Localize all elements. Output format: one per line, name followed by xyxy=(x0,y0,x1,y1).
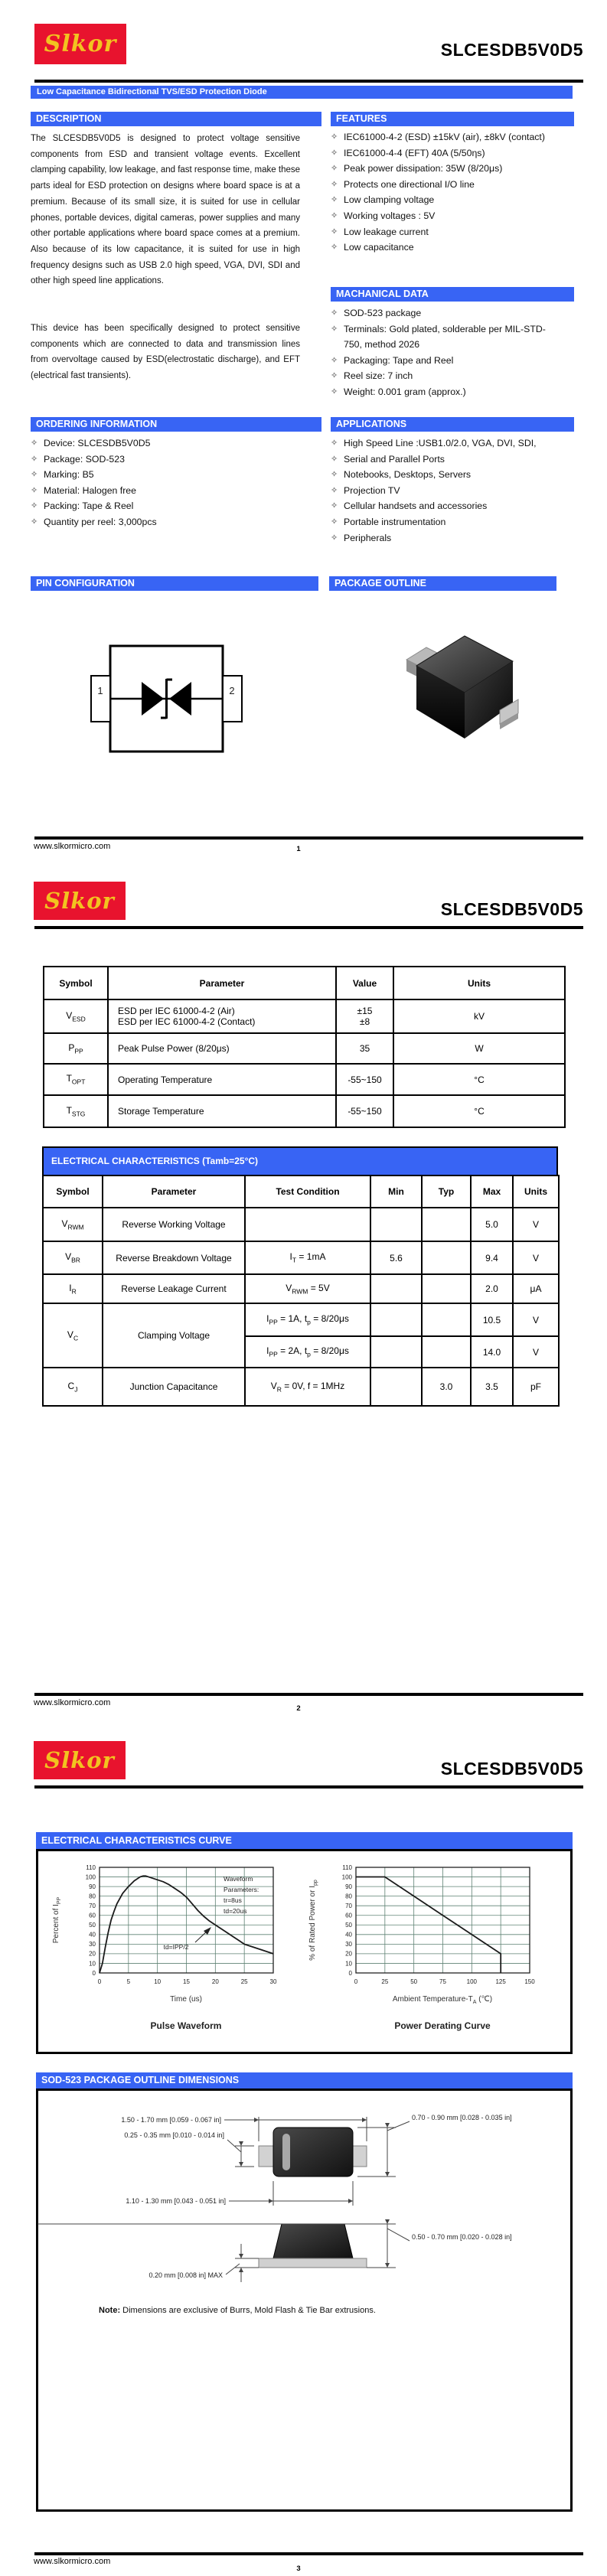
chart-title: Power Derating Curve xyxy=(394,2020,491,2031)
svg-text:0: 0 xyxy=(92,1969,96,1977)
value-cell: -55~150 xyxy=(336,1064,393,1095)
symbol-cell: $P_{PP}$ xyxy=(44,1033,108,1064)
parameter-cell: Storage Temperature xyxy=(108,1095,336,1127)
footer-divider xyxy=(34,1693,583,1696)
svg-text:td=IPP/2: td=IPP/2 xyxy=(163,1943,189,1951)
min-cell xyxy=(370,1336,422,1368)
svg-text:60: 60 xyxy=(89,1912,96,1919)
slkor-logo xyxy=(34,882,126,920)
max-cell: 14.0 xyxy=(471,1336,513,1368)
units-cell: W xyxy=(393,1033,565,1064)
page-number: 3 xyxy=(296,2565,301,2573)
section-header-curves: ELECTRICAL CHARACTERISTICS CURVE xyxy=(36,1832,573,1849)
slkor-logo xyxy=(34,1741,126,1779)
svg-text:15: 15 xyxy=(183,1978,190,1985)
table-row xyxy=(44,999,565,1033)
package-top-view xyxy=(224,2117,410,2206)
svg-text:25: 25 xyxy=(381,1978,389,1985)
electrical-characteristics-title: ELECTRICAL CHARACTERISTICS (Tamb=25°C) xyxy=(42,1146,558,1175)
section-header-pin-configuration: PIN CONFIGURATION xyxy=(31,576,318,591)
svg-text:110: 110 xyxy=(86,1864,96,1871)
units-cell: V xyxy=(513,1241,559,1274)
list-item: ✧ IEC61000-4-2 (ESD) ±15kV (air), ±8kV (contact) xyxy=(331,129,560,145)
typ-cell xyxy=(422,1208,471,1241)
min-cell: 5.6 xyxy=(370,1241,422,1274)
table-header-row xyxy=(44,967,565,999)
parameter-cell: Operating Temperature xyxy=(108,1064,336,1095)
svg-text:90: 90 xyxy=(345,1883,352,1890)
section-header-features: FEATURES xyxy=(331,112,574,126)
typ-cell: 3.0 xyxy=(422,1368,471,1406)
package-side-view xyxy=(38,2224,410,2282)
svg-text:50: 50 xyxy=(89,1922,96,1929)
header-divider xyxy=(34,80,583,83)
svg-text:60: 60 xyxy=(345,1912,352,1919)
dimensions-note: Note: Dimensions are exclusive of Burrs, Mold Flash & Tie Bar extrusions. xyxy=(99,2306,376,2315)
svg-text:80: 80 xyxy=(89,1893,96,1900)
dimension-label: 0.70 - 0.90 mm [0.028 - 0.035 in] xyxy=(412,2114,512,2121)
typ-cell xyxy=(422,1274,471,1303)
list-item: ✧ Device: SLCESDB5V0D5 xyxy=(31,435,291,452)
units-cell: kV xyxy=(393,999,565,1033)
table-row xyxy=(43,1208,559,1241)
svg-text:100: 100 xyxy=(85,1873,96,1881)
min-cell xyxy=(370,1274,422,1303)
list-item: ✧ Quantity per reel: 3,000pcs xyxy=(31,514,291,530)
svg-text:100: 100 xyxy=(341,1873,352,1881)
column-header: Test Condition xyxy=(245,1176,370,1208)
parameter-line: ESD per IEC 61000-4-2 (Air) xyxy=(118,1006,235,1016)
page-title: SLCESDB5V0D5 xyxy=(440,40,583,60)
ordering-list xyxy=(31,435,291,530)
column-header: Symbol xyxy=(43,1176,103,1208)
svg-text:90: 90 xyxy=(89,1883,96,1890)
x-axis-label: Ambient Temperature-$T_A$ (℃) xyxy=(392,1995,493,2005)
max-cell: 5.0 xyxy=(471,1208,513,1241)
svg-text:50: 50 xyxy=(345,1922,352,1929)
table-row xyxy=(43,1274,559,1303)
column-header: Units xyxy=(513,1176,559,1208)
svg-text:20: 20 xyxy=(211,1978,219,1985)
parameter-cell: Reverse Working Voltage xyxy=(103,1208,245,1241)
svg-text:30: 30 xyxy=(269,1978,277,1985)
symbol-cell: $V_C$ xyxy=(43,1303,103,1368)
svg-text:0: 0 xyxy=(354,1978,358,1985)
list-item: ✧ Projection TV xyxy=(331,483,543,499)
description-paragraph-2: This device has been specifically designed to protect sensitive components which are connected to data and transmission lines from overvoltage caused by ESD(electrostatic discharge), and EFT (electrical fast transients). xyxy=(31,324,300,381)
power-derating-chart xyxy=(302,1858,559,2049)
svg-text:70: 70 xyxy=(89,1902,96,1909)
table-row xyxy=(44,1064,565,1095)
value-line: ±15 xyxy=(357,1006,373,1016)
svg-text:25: 25 xyxy=(240,1978,248,1985)
symbol-cell: $C_J$ xyxy=(43,1368,103,1406)
pin-2-label: 2 xyxy=(229,685,235,696)
symbol-cell: $V_{RWM}$ xyxy=(43,1208,103,1241)
column-header: Min xyxy=(370,1176,422,1208)
svg-text:td=20us: td=20us xyxy=(224,1907,247,1915)
maximum-ratings-table xyxy=(43,966,566,1128)
symbol-cell: $T_{OPT}$ xyxy=(44,1064,108,1095)
svg-text:tr=8us: tr=8us xyxy=(224,1896,242,1904)
y-axis-label: % of Rated Power or $I_{pp}$ xyxy=(308,1880,318,1961)
svg-text:75: 75 xyxy=(439,1978,446,1985)
value-cell xyxy=(336,999,393,1033)
parameter-cell: Reverse Breakdown Voltage xyxy=(103,1241,245,1274)
column-header: Units xyxy=(393,967,565,999)
page-3 xyxy=(0,1712,607,2576)
table-row xyxy=(44,1095,565,1127)
units-cell: V xyxy=(513,1208,559,1241)
logo-text: Slkor xyxy=(44,31,117,57)
units-cell: °C xyxy=(393,1064,565,1095)
list-item: ✧ High Speed Line :USB1.0/2.0, VGA, DVI, SDI, xyxy=(331,435,543,452)
logo-text: Slkor xyxy=(44,1747,115,1773)
typ-cell xyxy=(422,1336,471,1368)
slkor-logo xyxy=(34,24,126,64)
footer-website: www.slkormicro.com xyxy=(34,842,111,851)
svg-text:Parameters:: Parameters: xyxy=(224,1886,259,1893)
footer-website: www.slkormicro.com xyxy=(34,2557,111,2566)
page-number: 2 xyxy=(296,1704,301,1713)
condition-cell: $I_{PP} = 1A$, $t_p = 8/20\mu s$ xyxy=(245,1303,370,1336)
parameter-cell: Peak Pulse Power (8/20μs) xyxy=(108,1033,336,1064)
list-item: ✧ Weight: 0.001 gram (approx.) xyxy=(331,384,560,400)
list-item: ✧ Low leakage current xyxy=(331,224,560,240)
condition-cell: $I_T = 1mA$ xyxy=(245,1241,370,1274)
units-cell: pF xyxy=(513,1368,559,1406)
symbol-cell: $V_{ESD}$ xyxy=(44,999,108,1033)
typ-cell xyxy=(422,1303,471,1336)
svg-text:40: 40 xyxy=(89,1931,96,1939)
symbol-cell: $I_R$ xyxy=(43,1274,103,1303)
list-item: ✧ SOD-523 package xyxy=(331,305,560,321)
page-title: SLCESDB5V0D5 xyxy=(440,899,583,919)
list-item: ✧ Material: Halogen free xyxy=(31,483,291,499)
svg-text:150: 150 xyxy=(524,1978,535,1985)
svg-text:40: 40 xyxy=(345,1931,352,1939)
section-header-ordering: ORDERING INFORMATION xyxy=(31,417,321,432)
units-cell: °C xyxy=(393,1095,565,1127)
page-title: SLCESDB5V0D5 xyxy=(440,1759,583,1779)
package-dimension-drawing xyxy=(38,2091,571,2510)
table-row xyxy=(43,1303,559,1336)
pin-1-label: 1 xyxy=(97,685,103,696)
svg-text:10: 10 xyxy=(89,1960,96,1968)
list-item: ✧ Peak power dissipation: 35W (8/20μs) xyxy=(331,161,560,177)
max-cell: 9.4 xyxy=(471,1241,513,1274)
table-row xyxy=(43,1368,559,1406)
list-item: ✧ Reel size: 7 inch xyxy=(331,368,560,384)
svg-text:50: 50 xyxy=(410,1978,418,1985)
list-item: ✧ Protects one directional I/O line xyxy=(331,177,560,193)
page-number: 1 xyxy=(296,845,301,853)
value-cell: -55~150 xyxy=(336,1095,393,1127)
column-header: Typ xyxy=(422,1176,471,1208)
electrical-characteristics-table xyxy=(42,1175,560,1407)
svg-text:80: 80 xyxy=(345,1893,352,1900)
list-item: ✧ Portable instrumentation xyxy=(331,514,543,530)
list-item: ✧ Peripherals xyxy=(331,530,543,546)
min-cell xyxy=(370,1208,422,1241)
document-banner: Low Capacitance Bidirectional TVS/ESD Protection Diode xyxy=(31,86,573,99)
max-cell: 2.0 xyxy=(471,1274,513,1303)
condition-cell xyxy=(245,1208,370,1241)
y-axis-label: Percent of $I_{PP}$ xyxy=(52,1896,62,1944)
column-header: Parameter xyxy=(103,1176,245,1208)
dimension-label: 1.50 - 1.70 mm [0.059 - 0.067 in] xyxy=(121,2116,221,2124)
parameter-cell: Junction Capacitance xyxy=(103,1368,245,1406)
symbol-cell: $T_{STG}$ xyxy=(44,1095,108,1127)
dimension-label: 1.10 - 1.30 mm [0.043 - 0.051 in] xyxy=(126,2197,226,2205)
list-item: ✧ IEC61000-4-4 (EFT) 40A (5/50ηs) xyxy=(331,145,560,161)
dimension-label: 0.25 - 0.35 mm [0.010 - 0.014 in] xyxy=(124,2131,224,2139)
column-header: Max xyxy=(471,1176,513,1208)
svg-text:70: 70 xyxy=(345,1902,352,1909)
svg-text:125: 125 xyxy=(495,1978,506,1985)
header-divider xyxy=(34,926,583,929)
svg-text:Waveform: Waveform xyxy=(224,1875,253,1883)
table-row xyxy=(43,1241,559,1274)
list-item: ✧ Packaging: Tape and Reel xyxy=(331,353,560,369)
section-header-package-dimensions: SOD-523 PACKAGE OUTLINE DIMENSIONS xyxy=(36,2072,573,2089)
parameter-cell: Clamping Voltage xyxy=(103,1303,245,1368)
svg-text:20: 20 xyxy=(345,1950,352,1958)
svg-text:10: 10 xyxy=(154,1978,162,1985)
waveform-parameters-annotation xyxy=(224,1875,259,1915)
features-list xyxy=(331,129,560,256)
footer-divider xyxy=(34,2552,583,2555)
symbol-cell: $V_{BR}$ xyxy=(43,1241,103,1274)
parameter-line: ESD per IEC 61000-4-2 (Contact) xyxy=(118,1016,256,1027)
svg-text:30: 30 xyxy=(89,1941,96,1948)
list-item: ✧ Package: SOD-523 xyxy=(31,452,291,468)
value-cell: 35 xyxy=(336,1033,393,1064)
list-item: ✧ Terminals: Gold plated, solderable per MIL-STD-750, method 2026 xyxy=(331,321,560,353)
table-row xyxy=(44,1033,565,1064)
svg-text:0: 0 xyxy=(348,1969,352,1977)
column-header: Parameter xyxy=(108,967,336,999)
value-line: ±8 xyxy=(359,1016,370,1027)
column-header: Symbol xyxy=(44,967,108,999)
pulse-waveform-chart xyxy=(46,1858,302,2049)
list-item: ✧ Low capacitance xyxy=(331,240,560,256)
svg-text:100: 100 xyxy=(466,1978,478,1985)
section-header-mechanical: MACHANICAL DATA xyxy=(331,287,574,302)
footer-divider xyxy=(34,836,583,840)
pin-configuration-diagram xyxy=(84,639,249,761)
units-cell: μA xyxy=(513,1274,559,1303)
units-cell: V xyxy=(513,1303,559,1336)
logo-text: Slkor xyxy=(44,888,115,914)
list-item: ✧ Marking: B5 xyxy=(31,467,291,483)
list-item: ✧ Working voltages : 5V xyxy=(331,208,560,224)
svg-text:5: 5 xyxy=(126,1978,131,1985)
applications-list xyxy=(331,435,543,546)
list-item: ✧ Packing: Tape & Reel xyxy=(31,498,291,514)
list-item: ✧ Low clamping voltage xyxy=(331,192,560,208)
parameter-cell: Reverse Leakage Current xyxy=(103,1274,245,1303)
description-paragraph-1: The SLCESDB5V0D5 is designed to protect voltage sensitive components from ESD and transient voltage events. Excellent clamping capability, low leakage, and fast response time, make these parts ideal for ESD protection on designs where board space is at a premium. Because of its small size, it is suited for use in cellular phones, portable devices, digital cameras, power supplies and many other portable applications where board space comes at a premium. Also because of its low capacitance, it is suited for use in high frequency designs such as USB 2.0 high speed, VGA, DVI, SDI and other high speed line applications. xyxy=(31,134,301,286)
typ-cell xyxy=(422,1241,471,1274)
condition-cell: $V_{RWM} = 5V$ xyxy=(245,1274,370,1303)
svg-text:20: 20 xyxy=(89,1950,96,1958)
footer-website: www.slkormicro.com xyxy=(34,1698,111,1707)
dimension-label: 0.50 - 0.70 mm [0.020 - 0.028 in] xyxy=(412,2233,512,2241)
chart-title: Pulse Waveform xyxy=(150,2020,222,2031)
column-header: Value xyxy=(336,967,393,999)
mechanical-list xyxy=(331,305,560,400)
min-cell xyxy=(370,1368,422,1406)
x-axis-label: Time (us) xyxy=(170,1995,202,2004)
max-cell: 3.5 xyxy=(471,1368,513,1406)
max-cell: 10.5 xyxy=(471,1303,513,1336)
units-cell: V xyxy=(513,1336,559,1368)
page-1 xyxy=(0,0,607,853)
section-header-package-outline: PACKAGE OUTLINE xyxy=(329,576,556,591)
condition-cell: $V_R = 0V$, f = 1MHz xyxy=(245,1368,370,1406)
section-header-description: DESCRIPTION xyxy=(31,112,321,126)
table-header-row xyxy=(43,1176,559,1208)
svg-text:30: 30 xyxy=(345,1941,352,1948)
dimension-label: 0.20 mm [0.008 in] MAX xyxy=(148,2271,223,2279)
svg-text:110: 110 xyxy=(342,1864,352,1871)
condition-cell: $I_{PP} = 2A$, $t_p = 8/20\mu s$ xyxy=(245,1336,370,1368)
list-item: ✧ Notebooks, Desktops, Servers xyxy=(331,467,543,483)
list-item: ✧ Serial and Parallel Ports xyxy=(331,452,543,468)
page-2 xyxy=(0,853,607,1712)
svg-text:0: 0 xyxy=(97,1978,102,1985)
header-divider xyxy=(34,1785,583,1789)
list-item: ✧ Cellular handsets and accessories xyxy=(331,498,543,514)
package-3d-render xyxy=(394,612,524,758)
min-cell xyxy=(370,1303,422,1336)
section-header-applications: APPLICATIONS xyxy=(331,417,574,432)
parameter-cell xyxy=(108,999,336,1033)
svg-text:10: 10 xyxy=(345,1960,352,1968)
td-callout-annotation xyxy=(164,1927,211,1951)
